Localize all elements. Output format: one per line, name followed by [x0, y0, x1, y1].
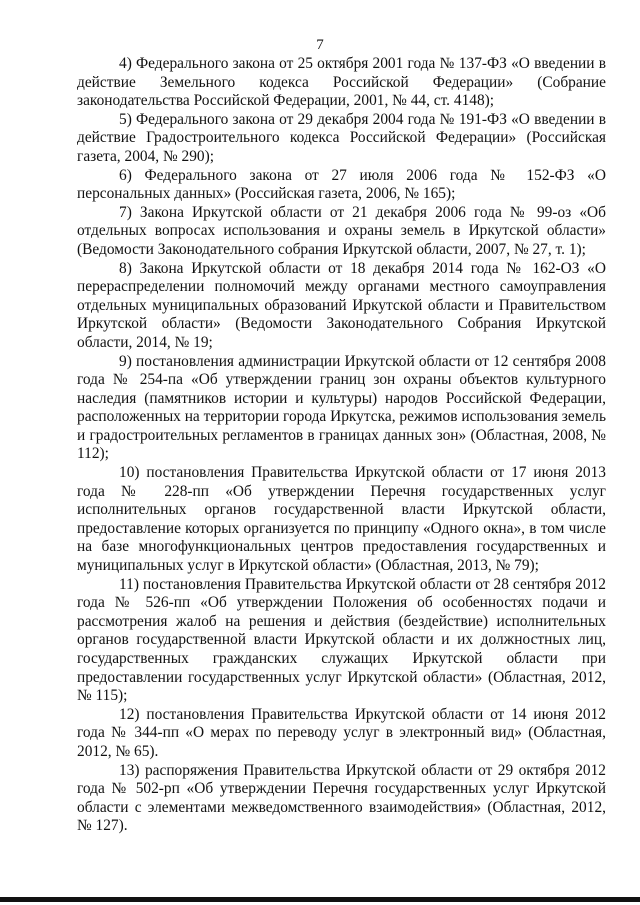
list-item-12: 12) постановления Правительства Иркутской области от 14 июня 2012 года № 344-пп «О мерах по переводу услуг в электронный вид» (Областная, 2012, № 65). — [77, 705, 606, 760]
list-item-4: 4) Федерального закона от 25 октября 2001 года № 137-ФЗ «О введении в действие Земельного кодекса Российской Федерации» (Собрание законодательства Российской Федерации, 2001, № 44, ст. 4148); — [77, 55, 606, 110]
list-item-13: 13) распоряжения Правительства Иркутской области от 29 октября 2012 года № 502-рп «Об утверждении Перечня государственных услуг Иркутской области с элементами межведомственного взаимодействия» (Областная, 2012, № 127). — [77, 761, 606, 835]
list-item-11: 11) постановления Правительства Иркутской области от 28 сентября 2012 года № 526-пп «Об утверждении Положения об особенностях подачи и рассмотрения жалоб на решения и действия (бездействие) исполнительных органов государственной власти Иркутской области и их должностных лиц, государственных гражданских служащих Иркутской области при предоставлении государственных услуг Иркутской области» (Областная, 2012, № 115); — [77, 575, 606, 705]
list-item-8: 8) Закона Иркутской области от 18 декабря 2014 года № 162-ОЗ «О перераспределении полномочий между органами местного самоуправления отдельных муниципальных образований Иркутской области и Правительством Иркутской области» (Ведомости Законодательного Собрания Иркутской области, 2014, № 19; — [77, 259, 606, 351]
document-body — [77, 55, 606, 836]
list-item-6: 6) Федерального закона от 27 июля 2006 года № 152-ФЗ «О персональных данных» (Российская газета, 2006, № 165); — [77, 166, 606, 203]
page-number: 7 — [316, 37, 324, 53]
list-item-7: 7) Закона Иркутской области от 21 декабря 2006 года № 99-оз «Об отдельных вопросах использования и охраны земель в Иркутской области» (Ведомости Законодательного собрания Иркутской области, 2007, № 27, т. 1); — [77, 203, 606, 258]
list-item-10: 10) постановления Правительства Иркутской области от 17 июня 2013 года № 228-пп «Об утверждении Перечня государственных услуг исполнительных органов государственной власти Иркутской области, предоставление которых организуется по принципу «Одного окна», в том числе на базе многофункциональных центров предоставления государственных и муниципальных услуг в Иркутской области» (Областная, 2013, № 79); — [77, 464, 606, 575]
bottom-scan-edge — [0, 897, 640, 902]
list-item-5: 5) Федерального закона от 29 декабря 2004 года № 191-ФЗ «О введении в действие Градостроительного кодекса Российской Федерации» (Российская газета, 2004, № 290); — [77, 110, 606, 165]
list-item-9: 9) постановления администрации Иркутской области от 12 сентября 2008 года № 254-па «Об утверждении границ зон охраны объектов культурного наследия (памятников истории и культуры) народов Российской Федерации, расположенных на территории города Иркутска, режимов использования земель и градостроительных регламентов в границах данных зон» (Областная, 2008, № 112); — [77, 352, 606, 463]
